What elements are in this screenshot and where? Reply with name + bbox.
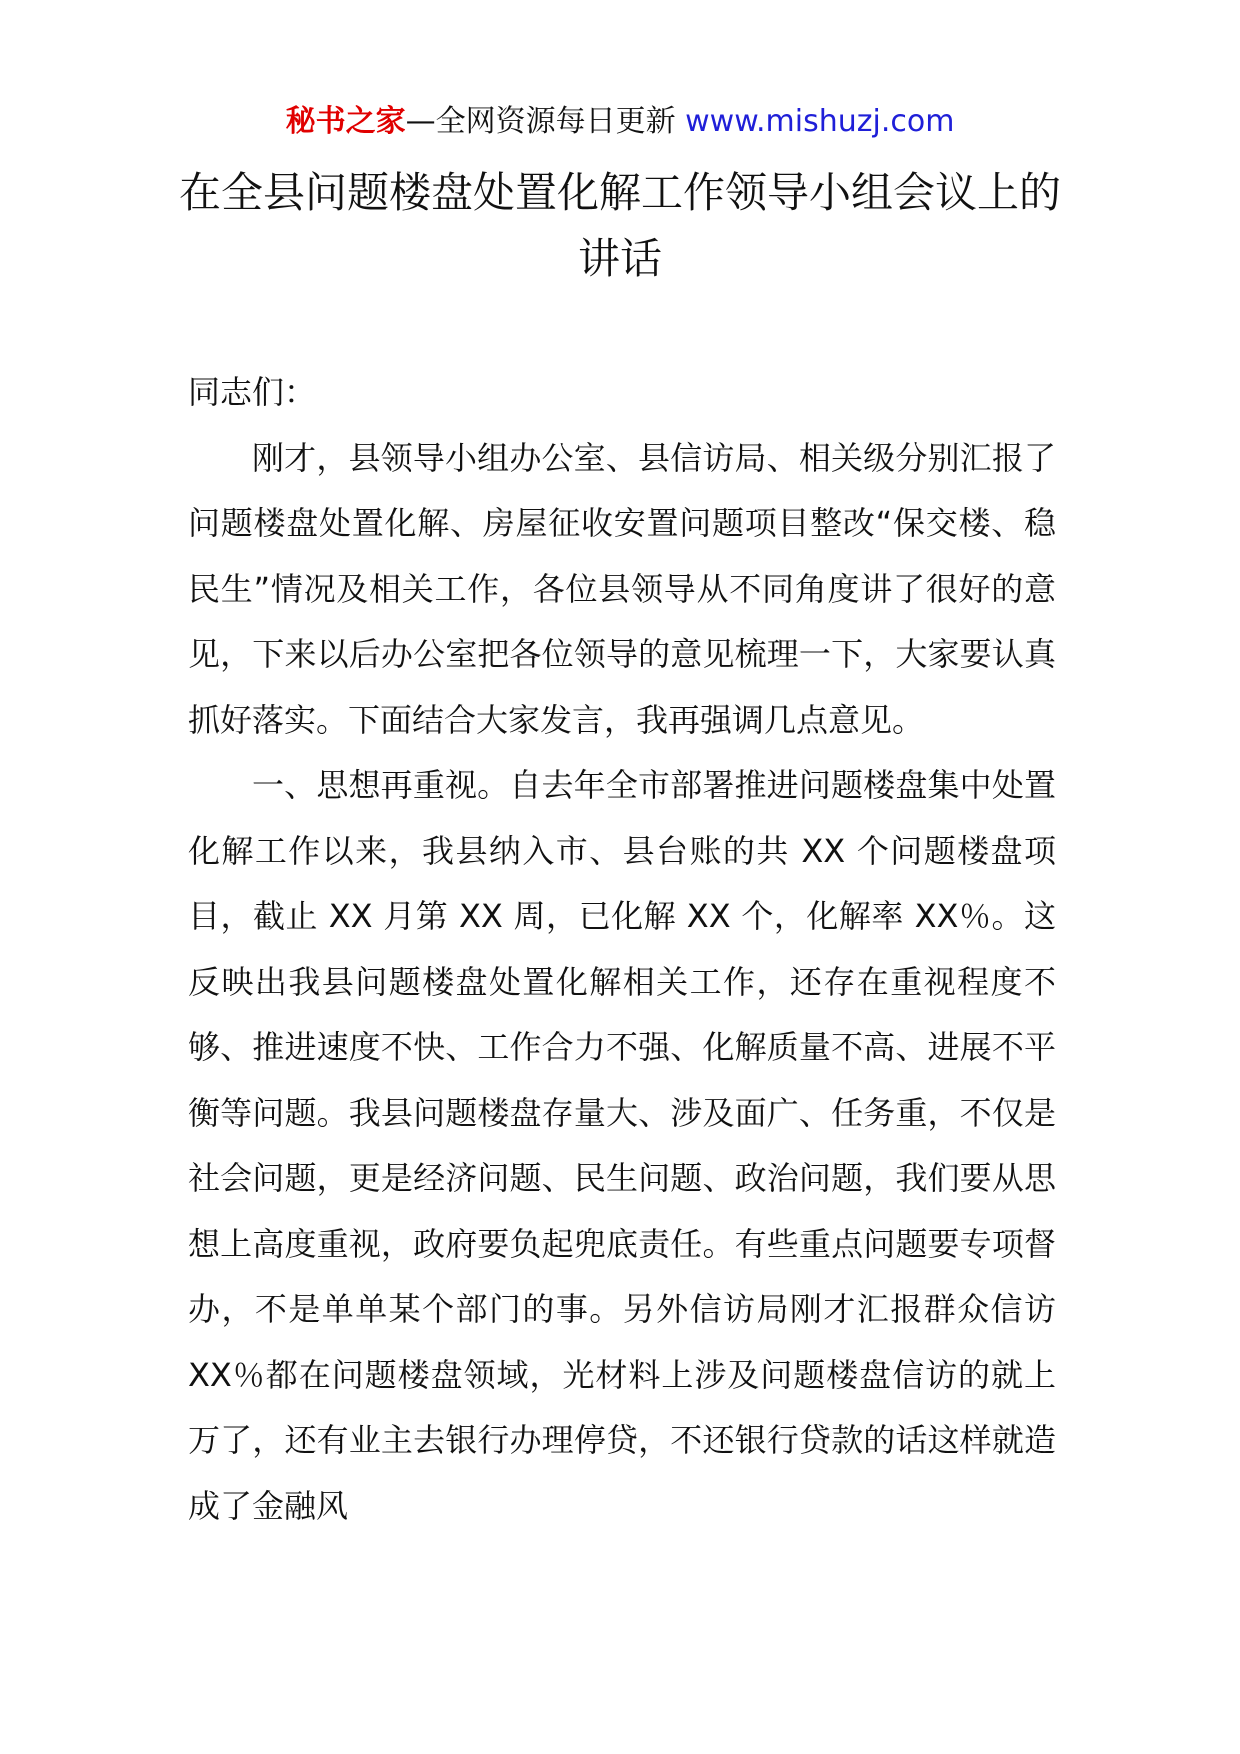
salutation: 同志们： <box>188 373 317 411</box>
brand-name: 秘书之家 <box>285 104 406 139</box>
header-tagline: —全网资源每日更新 <box>405 104 676 139</box>
site-header <box>0 102 1240 142</box>
document-title: 在全县问题楼盘处置化解工作领导小组会议上的讲话 <box>178 168 1061 283</box>
document-body <box>188 360 1056 1539</box>
site-url-link[interactable]: www.mishuzj.com <box>685 104 955 139</box>
paragraph-1: 刚才，县领导小组办公室、县信访局、相关级分别汇报了问题楼盘处置化解、房屋征收安置问题项目整改“保交楼、稳民生”情况及相关工作，各位县领导从不同角度讲了很好的意见，下来以后办公室把各位领导的意见梳理一下，大家要认真抓好落实。下面结合大家发言，我再强调几点意见。 <box>188 438 1056 739</box>
paragraph-2: 一、思想再重视。自去年全市部署推进问题楼盘集中处置化解工作以来，我县纳入市、县台账的共 XX 个问题楼盘项目，截止 XX 月第 XX 周，已化解 XX 个，化解率 XX％。这反映出我县问题楼盘处置化解相关工作，还存在重视程度不够、推进速度不快、工作合力不强、化解质量不高、进展不平衡等问题。我县问题楼盘存量大、涉及面广、任务重，不仅是社会问题，更是经济问题、民生问题、政治问题，我们要从思想上高度重视，政府要负起兜底责任。有些重点问题要专项督办，不是单单某个部门的事。另外信访局刚才汇报群众信访 XX％都在问题楼盘领域，光材料上涉及问题楼盘信访的就上万了，还有业主去银行办理停贷，不还银行贷款的话这样就造成了金融风 <box>188 766 1056 1525</box>
